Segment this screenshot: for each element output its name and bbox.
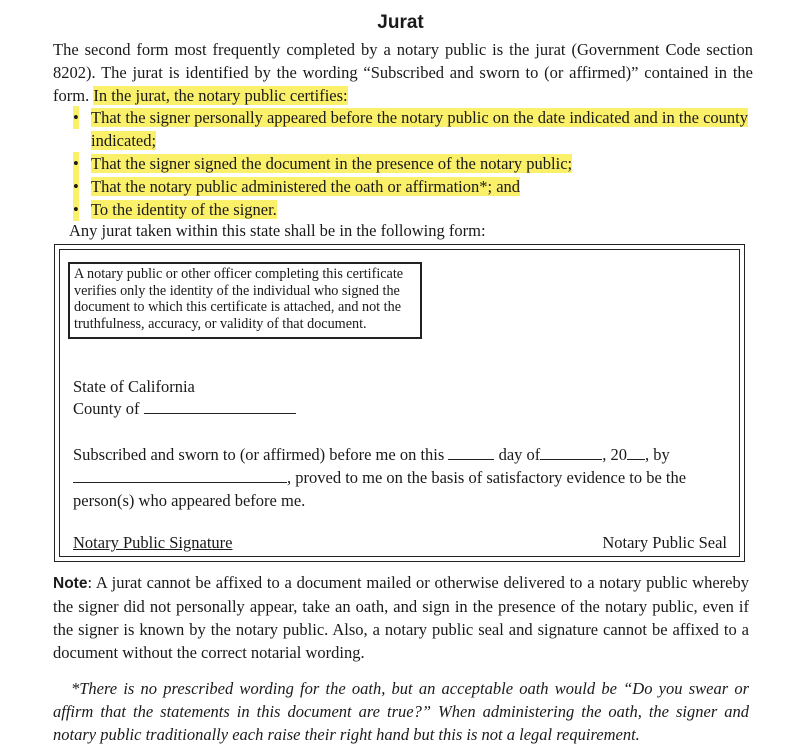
oath-footnote: *There is no prescribed wording for the oath, but an acceptable oath would be “Do you swear or affirm that the statements in this document are true?” When administering the oath, the signer and notary public traditionally each raise their right hand but this is not a legal requirement. <box>53 679 749 744</box>
intro-highlight: In the jurat, the notary public certifies: <box>93 86 348 105</box>
list-item-text: To the identity of the signer. <box>91 200 277 219</box>
county-line <box>73 398 296 420</box>
list-item-text: That the signer signed the document in the presence of the notary public; <box>91 154 573 173</box>
notary-seal-label: Notary Public Seal <box>602 533 727 552</box>
sworn-statement <box>73 443 734 512</box>
bullet-icon: • <box>73 200 79 219</box>
note-paragraph <box>53 571 749 664</box>
jurat-form-outer-border <box>54 244 745 562</box>
sworn-text-2: day of <box>498 445 541 464</box>
jurat-form <box>59 249 740 557</box>
list-item <box>53 198 753 221</box>
bullet-icon: • <box>73 177 79 196</box>
list-item <box>53 106 753 152</box>
list-item-text: That the notary public administered the oath or affirmation*; and <box>91 177 521 196</box>
year-blank[interactable] <box>627 445 645 460</box>
sworn-text-5: , proved to me on the basis of satisfactory evidence to be the <box>287 468 687 487</box>
county-label: County of <box>73 399 140 418</box>
list-item <box>53 175 753 198</box>
page-title: Jurat <box>377 12 424 33</box>
sworn-text-4: , by <box>645 445 670 464</box>
certification-list <box>53 106 753 221</box>
sworn-text-1: Subscribed and sworn to (or affirmed) before me on this <box>73 445 445 464</box>
day-blank[interactable] <box>448 445 494 460</box>
sworn-row-1 <box>73 443 734 466</box>
list-item-text: That the signer personally appeared before the notary public on the date indicated and in the county indicated; <box>91 108 749 150</box>
sworn-row-3 <box>73 489 734 512</box>
intro-paragraph <box>53 38 753 107</box>
sworn-text-6: person(s) who appeared before me. <box>73 491 306 510</box>
bullet-icon: • <box>73 154 79 173</box>
bullet-icon: • <box>73 108 79 127</box>
list-item <box>53 152 753 175</box>
form-intro: Any jurat taken within this state shall be in the following form: <box>69 221 486 240</box>
note-label: Note <box>53 575 88 592</box>
notary-signature-label: Notary Public Signature <box>73 533 233 552</box>
month-blank[interactable] <box>540 445 602 460</box>
county-blank[interactable] <box>144 399 296 414</box>
sworn-text-3: , 20 <box>602 445 628 464</box>
disclaimer-box: A notary public or other officer completing this certificate verifies only the identity of the individual who signed the document to which this certificate is attached, and not the truthfulness, accuracy, or validity of that document. <box>68 262 422 339</box>
signer-name-blank[interactable] <box>73 468 287 483</box>
note-text: : A jurat cannot be affixed to a document mailed or otherwise delivered to a notary public whereby the signer did not personally appear, take an oath, and sign in the presence of the notary public, even if the signer is known by the notary public. Also, a notary public seal and signature cannot be affixed to a document without the correct notarial wording. <box>53 573 749 662</box>
state-line: State of California <box>73 377 195 396</box>
sworn-row-2 <box>73 466 734 489</box>
intro-text: The second form most frequently completed by a notary public is the jurat (Government Code section 8202). The jurat is identified by the wording “Subscribed and sworn to (or affirmed)” contained in the form. <box>53 40 753 105</box>
